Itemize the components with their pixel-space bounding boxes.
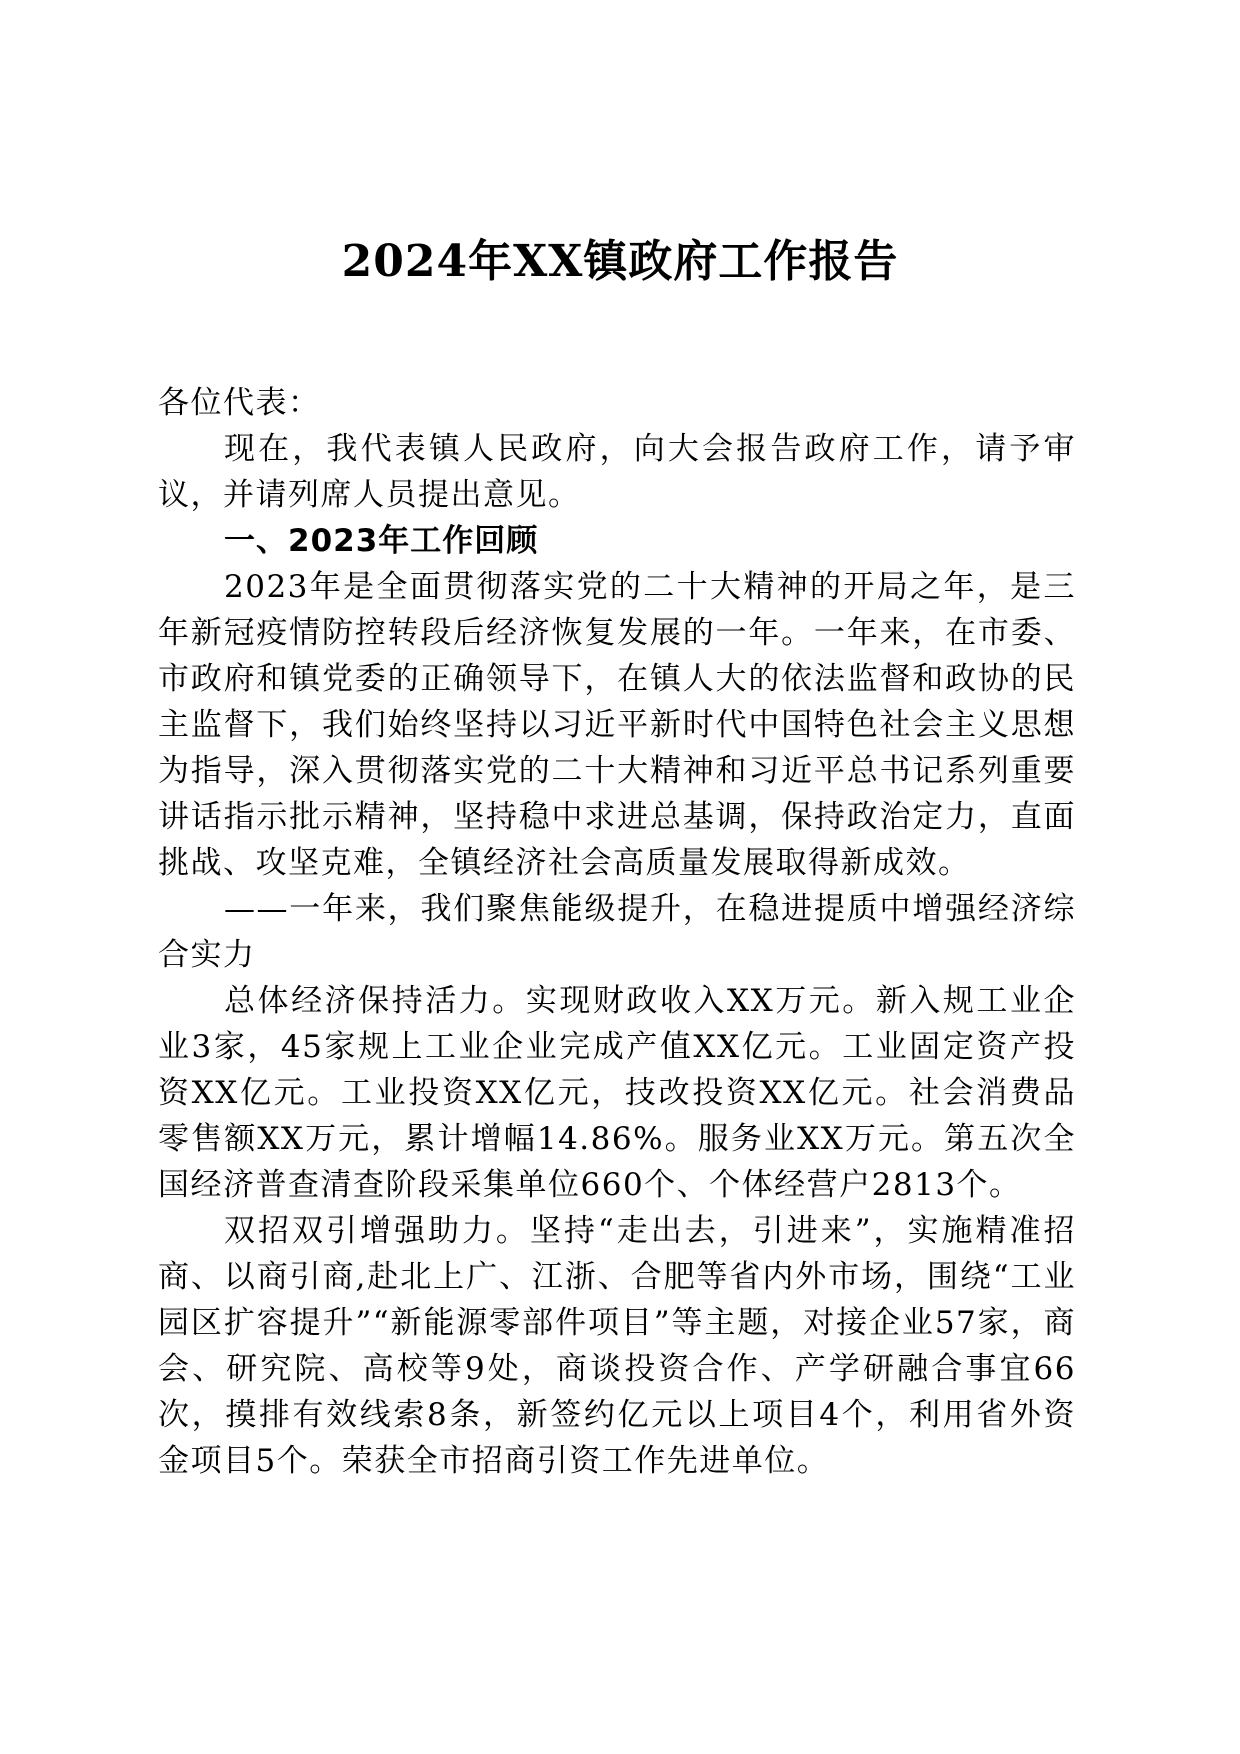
document-body bbox=[158, 380, 1076, 1484]
document-title: 2024年XX镇政府工作报告 bbox=[341, 236, 899, 287]
section-heading: 一、2023年工作回顾 bbox=[224, 523, 539, 559]
economy-paragraph: 总体经济保持活力。实现财政收入XX万元。新入规工业企业3家，45家规上工业企业完成产值XX亿元。工业固定资产投资XX亿元。工业投资XX亿元，技改投资XX亿元。社会消费品零售额XX万元，累计增幅14.86%。服务业XX万元。第五次全国经济普查清查阶段采集单位660个、个体经营户2813个。 bbox=[158, 983, 1076, 1203]
subsection-heading: ——一年来，我们聚焦能级提升，在稳进提质中增强经济综合实力 bbox=[158, 891, 1076, 973]
investment-paragraph: 双招双引增强助力。坚持“走出去，引进来”，实施精准招商、以商引商,赴北上广、江浙、合肥等省内外市场，围绕“工业园区扩容提升”“新能源零部件项目”等主题，对接企业57家，商会、研究院、高校等9处，商谈投资合作、产学研融合事宜66次，摸排有效线索8条，新签约亿元以上项目4个，利用省外资金项目5个。荣获全市招商引资工作先进单位。 bbox=[158, 1213, 1076, 1479]
intro-paragraph: 现在，我代表镇人民政府，向大会报告政府工作，请予审议，并请列席人员提出意见。 bbox=[158, 431, 1076, 513]
salutation: 各位代表： bbox=[158, 385, 321, 421]
review-paragraph: 2023年是全面贯彻落实党的二十大精神的开局之年，是三年新冠疫情防控转段后经济恢复发展的一年。一年来，在市委、市政府和镇党委的正确领导下，在镇人大的依法监督和政协的民主监督下，我们始终坚持以习近平新时代中国特色社会主义思想为指导，深入贯彻落实党的二十大精神和习近平总书记系列重要讲话指示批示精神，坚持稳中求进总基调，保持政治定力，直面挑战、攻坚克难，全镇经济社会高质量发展取得新成效。 bbox=[158, 569, 1076, 881]
